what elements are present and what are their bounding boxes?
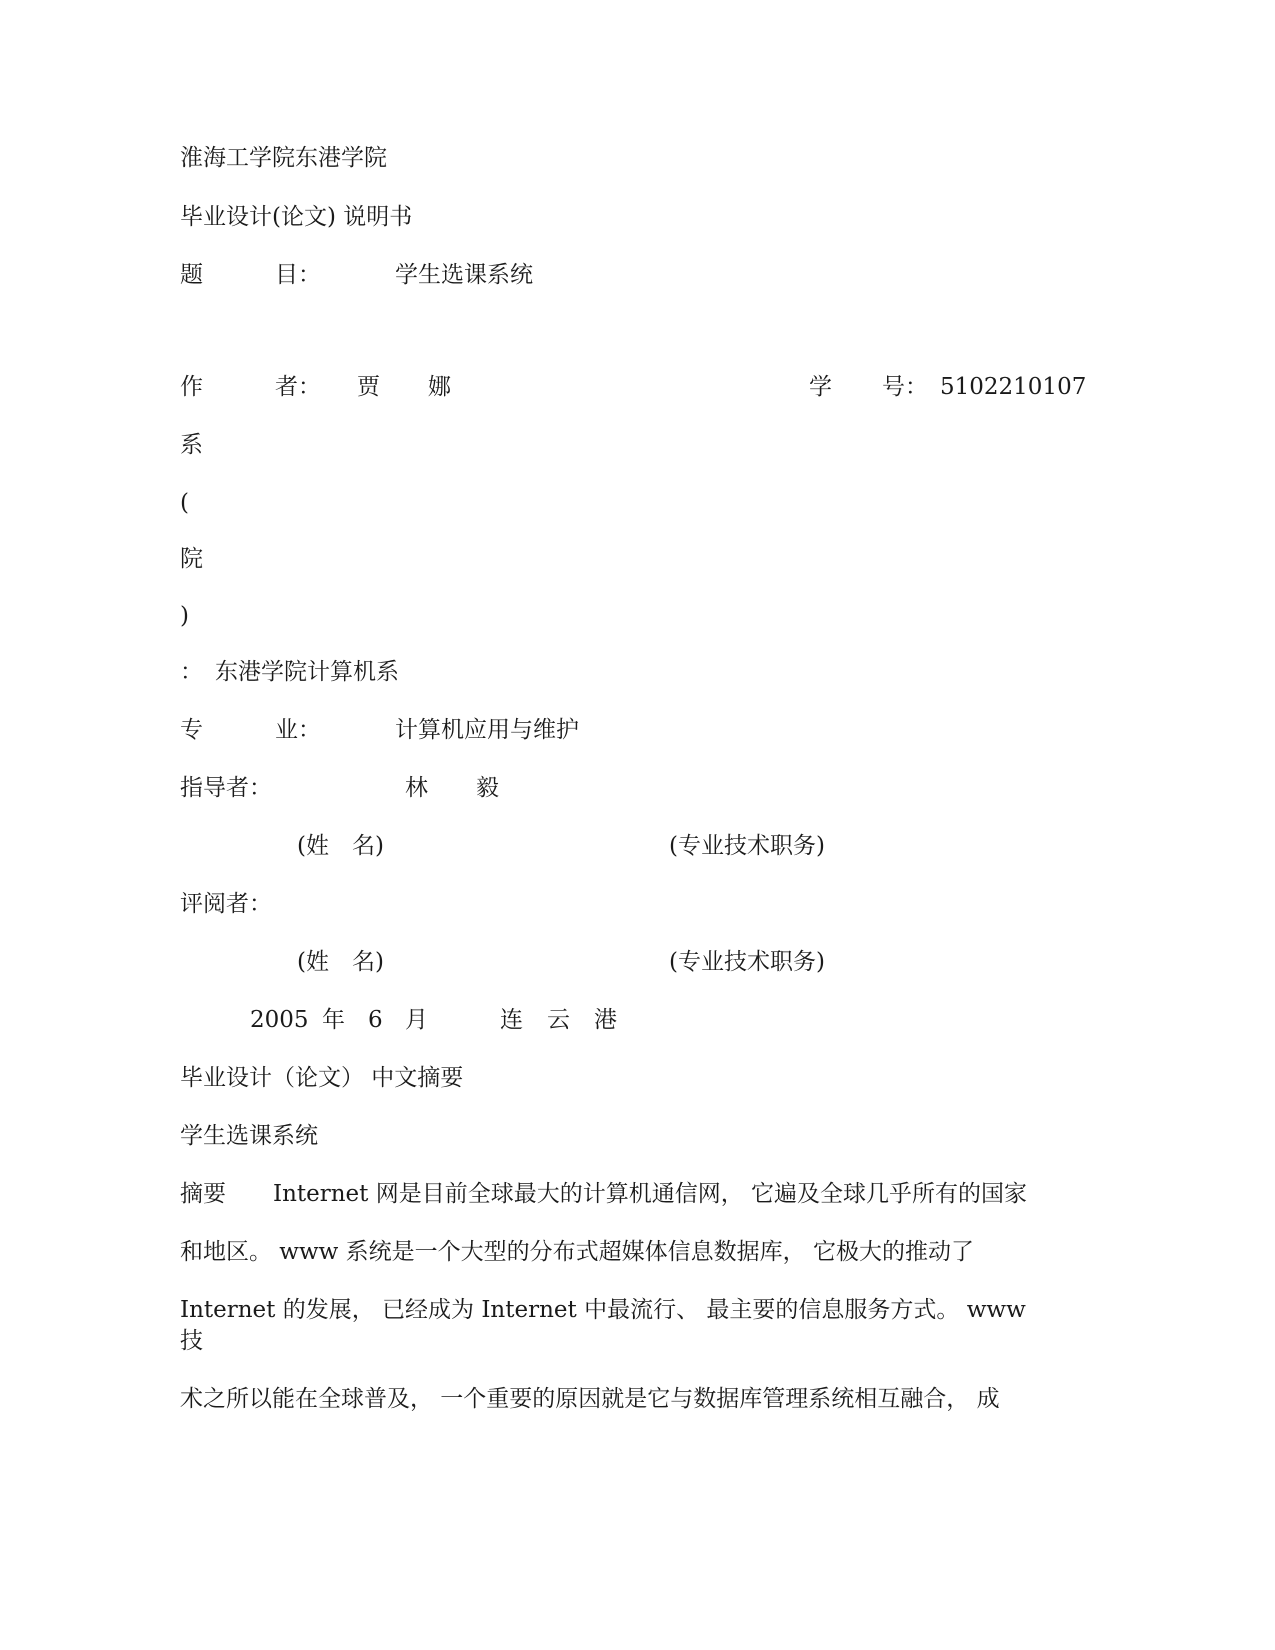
abstract-line-3: Internet 的发展， 已经成为 Internet 中最流行、 最主要的信息服务方式。 www bbox=[180, 1297, 1026, 1323]
student-id-label-char-1: 学 bbox=[809, 374, 832, 400]
major-label-char-1: 专 bbox=[180, 717, 203, 743]
reviewer-label: 评阅者： bbox=[180, 891, 272, 917]
reviewer-name-caption: (姓 名) bbox=[297, 949, 384, 975]
title-label-char-1: 题 bbox=[180, 262, 203, 288]
date-month-unit: 月 bbox=[405, 1007, 428, 1033]
advisor-name-char-2: 毅 bbox=[476, 775, 499, 801]
advisor-title-caption: (专业技术职务) bbox=[669, 833, 825, 859]
author-name-char-2: 娜 bbox=[428, 374, 451, 400]
date-month: 6 bbox=[368, 1007, 383, 1033]
place-char-3: 港 bbox=[594, 1007, 617, 1033]
reviewer-title-caption: (专业技术职务) bbox=[669, 949, 825, 975]
department-colon: ： bbox=[180, 659, 203, 685]
abstract-heading: 毕业设计（论文） 中文摘要 bbox=[180, 1065, 464, 1091]
abstract-label: 摘要 bbox=[180, 1181, 226, 1207]
date-year-unit: 年 bbox=[322, 1007, 345, 1033]
abstract-line-1: Internet 网是目前全球最大的计算机通信网， 它遍及全球几乎所有的国家 bbox=[273, 1181, 1028, 1207]
advisor-label: 指导者： bbox=[180, 775, 272, 801]
advisor-name-caption: (姓 名) bbox=[297, 833, 384, 859]
department-label-char-3: 院 bbox=[180, 546, 203, 572]
place-char-1: 连 bbox=[500, 1007, 523, 1033]
author-name-char-1: 贾 bbox=[357, 374, 380, 400]
author-label-char-2: 者： bbox=[275, 374, 321, 400]
department-value: 东港学院计算机系 bbox=[215, 659, 399, 685]
student-id-label-char-2: 号： bbox=[882, 374, 928, 400]
advisor-name-char-1: 林 bbox=[405, 775, 428, 801]
institution-name: 淮海工学院东港学院 bbox=[180, 145, 387, 171]
thesis-title-value: 学生选课系统 bbox=[395, 262, 533, 288]
abstract-line-4: 技 bbox=[180, 1328, 203, 1354]
abstract-line-5: 术之所以能在全球普及， 一个重要的原因就是它与数据库管理系统相互融合， 成 bbox=[180, 1386, 1000, 1412]
major-value: 计算机应用与维护 bbox=[395, 717, 579, 743]
student-id-value: 5102210107 bbox=[940, 374, 1087, 400]
abstract-title: 学生选课系统 bbox=[180, 1123, 318, 1149]
department-label-char-4: ) bbox=[180, 603, 189, 629]
author-label-char-1: 作 bbox=[180, 374, 203, 400]
major-label-char-2: 业： bbox=[275, 717, 321, 743]
document-type: 毕业设计(论文) 说明书 bbox=[180, 204, 413, 230]
title-label-char-2: 目： bbox=[275, 262, 321, 288]
abstract-line-2: 和地区。 www 系统是一个大型的分布式超媒体信息数据库， 它极大的推动了 bbox=[180, 1239, 974, 1265]
department-label-char-1: 系 bbox=[180, 432, 203, 458]
date-year: 2005 bbox=[250, 1007, 309, 1033]
department-label-char-2: ( bbox=[180, 490, 189, 516]
place-char-2: 云 bbox=[547, 1007, 570, 1033]
